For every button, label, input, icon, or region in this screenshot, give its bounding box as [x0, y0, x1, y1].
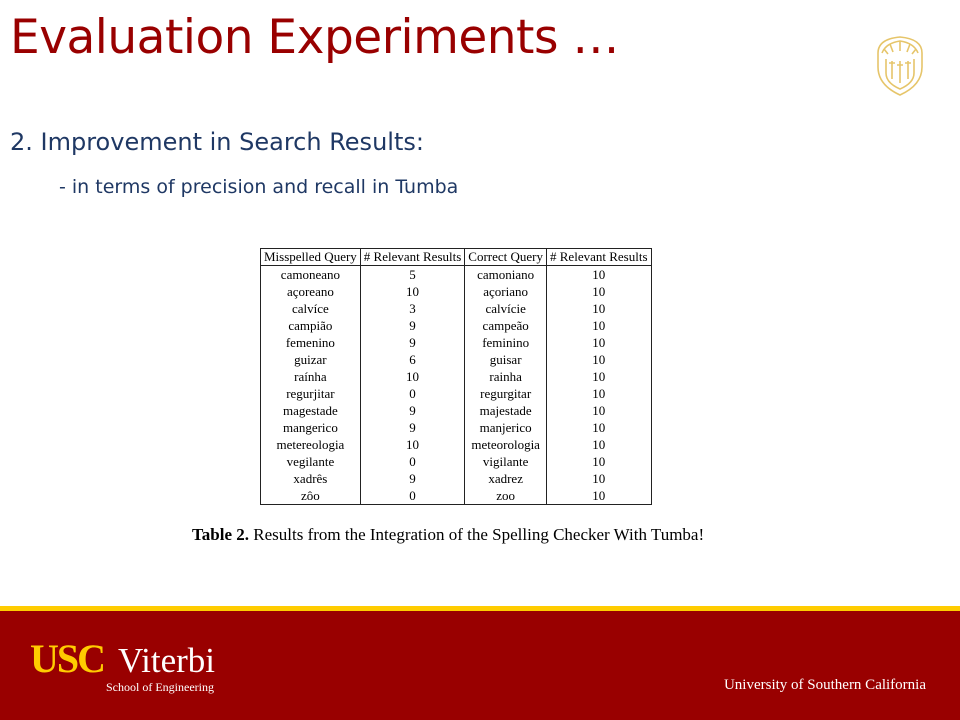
table-row: [261, 470, 652, 487]
cell-misspelled: metereologia: [261, 436, 361, 453]
cell-relevant: 10: [547, 436, 652, 453]
bullet-improvement: 2. Improvement in Search Results:: [10, 128, 424, 156]
cell-relevant: 3: [360, 300, 465, 317]
col-header-correct: Correct Query: [465, 249, 547, 266]
cell-misspelled: zôo: [261, 487, 361, 505]
cell-correct: xadrez: [465, 470, 547, 487]
cell-correct: açoriano: [465, 283, 547, 300]
cell-relevant: 10: [360, 368, 465, 385]
cell-relevant: 10: [547, 385, 652, 402]
cell-correct: rainha: [465, 368, 547, 385]
cell-relevant: 5: [360, 266, 465, 284]
logo-usc: USC: [30, 636, 105, 681]
cell-correct: manjerico: [465, 419, 547, 436]
cell-relevant: 9: [360, 470, 465, 487]
logo-viterbi: Viterbi: [118, 641, 216, 680]
cell-relevant: 10: [360, 283, 465, 300]
sub-bullet-precision-recall: - in terms of precision and recall in Tumba: [59, 176, 459, 198]
cell-misspelled: raínha: [261, 368, 361, 385]
table-row: [261, 351, 652, 368]
table-row: [261, 300, 652, 317]
cell-misspelled: vegilante: [261, 453, 361, 470]
cell-misspelled: mangerico: [261, 419, 361, 436]
cell-relevant: 0: [360, 385, 465, 402]
cell-relevant: 9: [360, 402, 465, 419]
table-row: [261, 368, 652, 385]
caption-text: Results from the Integration of the Spelling Checker With Tumba!: [249, 525, 705, 544]
table-row: [261, 436, 652, 453]
cell-correct: guisar: [465, 351, 547, 368]
table-row: [261, 283, 652, 300]
table-header-row: [261, 249, 652, 266]
table-row: [261, 487, 652, 505]
footer-university-name: University of Southern California: [723, 677, 926, 693]
cell-relevant: 9: [360, 317, 465, 334]
cell-relevant: 0: [360, 453, 465, 470]
cell-correct: feminino: [465, 334, 547, 351]
logo-school-of-engineering: School of Engineering: [106, 680, 214, 694]
cell-relevant: 9: [360, 334, 465, 351]
table-caption: [192, 525, 704, 545]
cell-relevant: 10: [360, 436, 465, 453]
cell-misspelled: regurjitar: [261, 385, 361, 402]
usc-crest-icon: [872, 33, 928, 97]
cell-correct: camoniano: [465, 266, 547, 284]
col-header-relevant-correct: # Relevant Results: [547, 249, 652, 266]
cell-relevant: 10: [547, 351, 652, 368]
caption-label: Table 2.: [192, 525, 250, 544]
cell-relevant: 10: [547, 419, 652, 436]
results-table: [260, 248, 652, 505]
cell-relevant: 10: [547, 487, 652, 505]
cell-correct: meteorologia: [465, 436, 547, 453]
cell-relevant: 6: [360, 351, 465, 368]
cell-relevant: 10: [547, 470, 652, 487]
cell-misspelled: camoneano: [261, 266, 361, 284]
cell-relevant: 10: [547, 283, 652, 300]
cell-misspelled: magestade: [261, 402, 361, 419]
cell-relevant: 10: [547, 368, 652, 385]
col-header-relevant-misspelled: # Relevant Results: [360, 249, 465, 266]
cell-relevant: 0: [360, 487, 465, 505]
cell-correct: regurgitar: [465, 385, 547, 402]
cell-misspelled: campião: [261, 317, 361, 334]
cell-misspelled: xadrês: [261, 470, 361, 487]
cell-relevant: 10: [547, 266, 652, 284]
cell-relevant: 10: [547, 317, 652, 334]
cell-correct: majestade: [465, 402, 547, 419]
cell-correct: vigilante: [465, 453, 547, 470]
table-row: [261, 402, 652, 419]
cell-misspelled: açoreano: [261, 283, 361, 300]
table-row: [261, 334, 652, 351]
cell-misspelled: femenino: [261, 334, 361, 351]
cell-relevant: 10: [547, 453, 652, 470]
cell-relevant: 9: [360, 419, 465, 436]
table-row: [261, 317, 652, 334]
cell-correct: zoo: [465, 487, 547, 505]
cell-misspelled: guizar: [261, 351, 361, 368]
cell-relevant: 10: [547, 402, 652, 419]
table-row: [261, 419, 652, 436]
cell-misspelled: calvíce: [261, 300, 361, 317]
cell-relevant: 10: [547, 300, 652, 317]
table-row: [261, 453, 652, 470]
table-row: [261, 266, 652, 284]
cell-correct: campeão: [465, 317, 547, 334]
col-header-misspelled: Misspelled Query: [261, 249, 361, 266]
cell-correct: calvície: [465, 300, 547, 317]
footer-bar: [0, 611, 960, 720]
cell-relevant: 10: [547, 334, 652, 351]
slide-title: Evaluation Experiments …: [10, 10, 619, 65]
table-row: [261, 385, 652, 402]
